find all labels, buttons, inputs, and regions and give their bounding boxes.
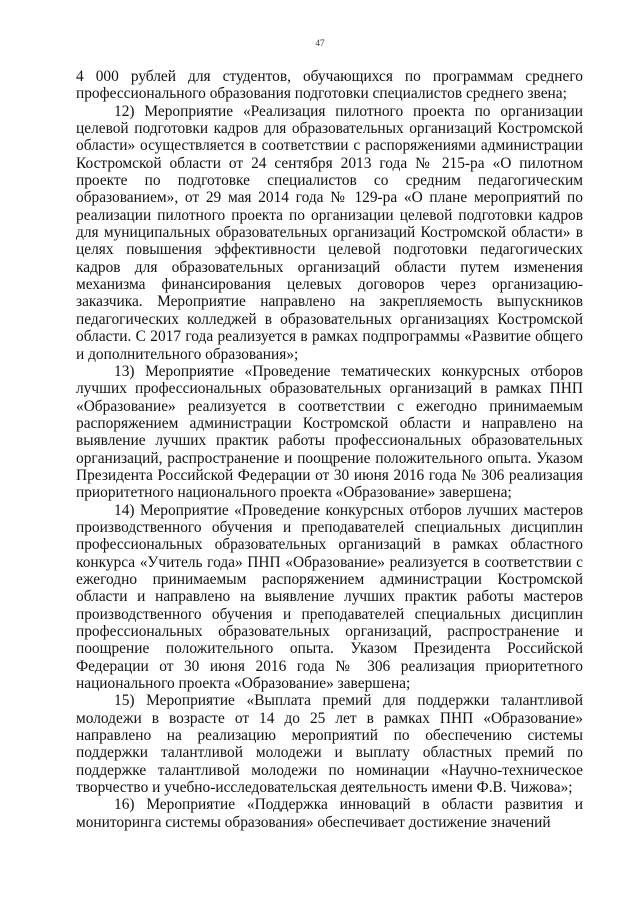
paragraph-item-16: 16) Мероприятие «Поддержка инноваций в области развития и мониторинга системы образования» обеспечивает достижение значений	[76, 796, 583, 831]
paragraph-continuation: 4 000 рублей для студентов, обучающихся по программам среднего профессионального образования подготовки специалистов среднего звена;	[76, 68, 583, 103]
document-body	[76, 68, 583, 831]
paragraph-item-13: 13) Мероприятие «Проведение тематических конкурсных отборов лучших профессиональных образовательных организаций в рамках ПНП «Образование» реализуется в соответствии с ежегодно принимаемым распоряжением администрации Костромской области и направлено на выявление лучших практик работы профессиональных образовательных организаций, распространение и поощрение положительного опыта. Указом Президента Российской Федерации от 30 июня 2016 года № 306 реализация приоритетного национального проекта «Образование» завершена;	[76, 362, 583, 502]
paragraph-item-14: 14) Мероприятие «Проведение конкурсных отборов лучших мастеров производственного обучения и преподавателей специальных дисциплин профессиональных образовательных организаций в рамках областного конкурса «Учитель года» ПНП «Образование» реализуется в соответствии с ежегодно принимаемым распоряжением администрации Костромской области и направлено на выявление лучших практик работы мастеров производственного обучения и преподавателей специальных дисциплин профессиональных образовательных организаций, распространение и поощрение положительного опыта. Указом Президента Российской Федерации от 30 июня 2016 года № 306 реализация приоритетного национального проекта «Образование» завершена;	[76, 501, 583, 693]
paragraph-item-12: 12) Мероприятие «Реализация пилотного проекта по организации целевой подготовки кадров для образовательных организаций Костромской области» осуществляется в соответствии с распоряжениями администрации Костромской области от 24 сентября 2013 года № 215-ра «О пилотном проекте по подготовке специалистов со средним педагогическим образованием», от 29 мая 2014 года № 129-ра «О плане мероприятий по реализации пилотного проекта по организации целевой подготовки кадров для муниципальных образовательных организаций Костромской области» в целях повышения эффективности целевой подготовки педагогических кадров для образовательных организаций области путем изменения механизма финансирования целевых договоров через организацию-заказчика. Мероприятие направлено на закрепляемость выпускников педагогических колледжей в образовательных организациях Костромской области. С 2017 года реализуется в рамках подпрограммы «Развитие общего и дополнительного образования»;	[76, 102, 583, 363]
paragraph-item-15: 15) Мероприятие «Выплата премий для поддержки талантливой молодежи в возрасте от 14 до 25 лет в рамках ПНП «Образование» направлено на реализацию мероприятий по обеспечению системы поддержки талантливой молодежи и выплату областных премий по поддержке талантливой молодежи по номинации «Научно-техническое творчество и учебно-исследовательская деятельность имени Ф.В. Чижова»;	[76, 692, 583, 797]
page-number: 47	[315, 38, 325, 48]
